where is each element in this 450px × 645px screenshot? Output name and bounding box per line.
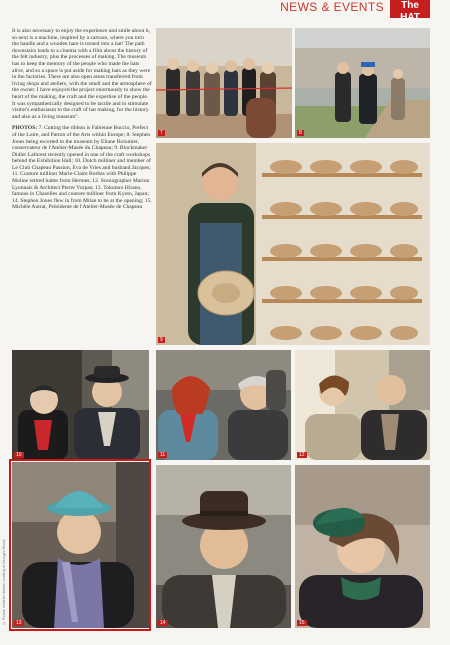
photo-8-image — [295, 28, 430, 138]
photo-11-number: 11 — [160, 452, 166, 458]
photo-captions — [12, 125, 152, 211]
photos-caption-text: 7. Cutting the ribbon is Fabienne Buccio, Prefect of the Loire, and Patron of the Arts within Europe; 8. Stephen Jones being escorted to the museum by Eliane Bolomier, conservateur de l'Atelier-Musée du Chapeau; 9. Blockmaker Didier Laforest recently opened in one of the craft workshops behind the Exhibition Hall; 10. Dutch milliner and member of Le Club Chapeau Passion, Eva de Vries and husband Jacques; 11. Couture milliner Marie-Claire Borbas with Philippe Moline retired hatter from Hermes; 12. Scenographer Marion Lyonnais & Architect Pierre Vurpas; 13. Tokutaro Hirano, famous in Chazelles and couture milliner from Kyoto, Japan; 14. Stephen Jones flew in from Milan to be at the opening; 15. Michèle Autrat, Présidente de l'Atelier-Musée de Chapeau — [12, 125, 152, 211]
photo-9-image — [156, 143, 430, 345]
photo-12-image — [295, 350, 430, 460]
logo-subtitle: magazine — [401, 23, 419, 28]
section-title: NEWS & EVENTS — [280, 0, 384, 14]
photo-10-image — [12, 350, 149, 460]
photo-12 — [295, 350, 430, 460]
photo-9-number: 9 — [160, 337, 163, 343]
photo-8-number: 8 — [299, 130, 302, 136]
photo-7-number: 7 — [160, 130, 163, 136]
photos-label: PHOTOS: — [12, 125, 38, 132]
article-text — [12, 28, 152, 216]
article-paragraph: It is also necessary to enjoy the experience and smile about it, so next is a machine, inspired by a cartoon, where you turn the handle and a wooden hare is turned into a hat! The path downstairs leads to a cinema with a film about the history of the felt industry, plus the processes of making. The museum has to keep the memory of the people who made the hats alive, and so a space is put aside for making hats as they were in the factories. There are also open areas transferred from living shops and ateliers, with the smell and the atmosphere of the owner. I have enjoyed the project enormously to show the heart of the making, the craft and the expertise of the people. It was sympathetically designed to be tactile and to stimulate visitor's enthusiasm to the craft of hat making, for the history and also as a living museum". — [12, 28, 152, 120]
photo-14-number: 14 — [160, 620, 166, 626]
photo-15 — [295, 465, 430, 628]
photo-7 — [156, 28, 292, 138]
photo-9 — [156, 143, 430, 345]
highlight-box — [9, 459, 151, 631]
photo-15-number: 15 — [299, 620, 305, 626]
photo-14-image — [156, 465, 291, 628]
photo-13-number: 13 — [16, 620, 22, 626]
photo-10-number: 10 — [16, 452, 22, 458]
magazine-logo — [390, 0, 430, 28]
photo-11-image — [156, 350, 291, 460]
photo-8 — [295, 28, 430, 138]
photo-15-image — [295, 465, 430, 628]
photo-10 — [12, 350, 149, 460]
side-credit: © Picture of Atelier-Musée courtesy of Georges Rivory — [2, 539, 6, 625]
photo-14 — [156, 465, 291, 628]
page-header — [0, 0, 450, 28]
photo-7-image — [156, 28, 292, 138]
photo-11 — [156, 350, 291, 460]
logo-text: The HAT — [400, 0, 420, 23]
photo-12-number: 12 — [299, 452, 305, 458]
